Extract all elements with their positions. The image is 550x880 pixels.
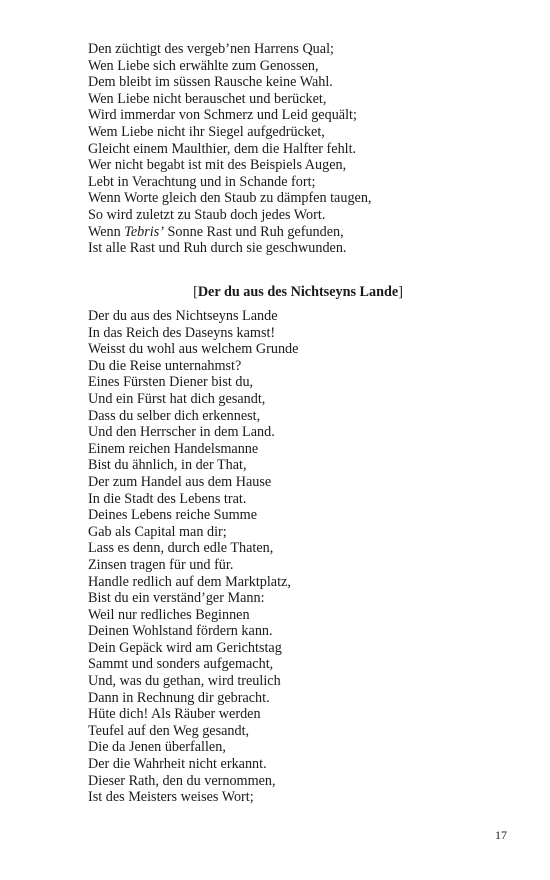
page-number: 17 bbox=[495, 828, 507, 842]
verse-line: Wenn Worte gleich den Staub zu dämpfen taugen, bbox=[88, 190, 372, 207]
verse-line: Ist alle Rast und Ruh durch sie geschwunden. bbox=[88, 240, 347, 257]
verse-line: Bist du ähnlich, in der That, bbox=[88, 457, 247, 474]
verse-line: Ist des Meisters weises Wort; bbox=[88, 789, 254, 806]
verse-line: Weisst du wohl aus welchem Grunde bbox=[88, 341, 299, 358]
verse-line: Eines Fürsten Diener bist du, bbox=[88, 374, 254, 391]
verse-line: In die Stadt des Lebens trat. bbox=[88, 490, 247, 507]
verse-line: So wird zuletzt zu Staub doch jedes Wort. bbox=[88, 206, 326, 223]
verse-line: Dieser Rath, den du vernommen, bbox=[88, 772, 276, 789]
verse-line: Dass du selber dich erkennest, bbox=[88, 407, 261, 424]
verse-line: Bist du ein verständ’ger Mann: bbox=[88, 590, 265, 607]
heading-close-bracket: ] bbox=[398, 284, 403, 300]
verse-line: Wen Liebe nicht berauschet und berücket, bbox=[88, 90, 327, 107]
verse-line: Weil nur redliches Beginnen bbox=[88, 606, 250, 623]
verse-line: In das Reich des Daseyns kamst! bbox=[88, 324, 276, 341]
verse-line: Dem bleibt im süssen Rausche keine Wahl. bbox=[88, 74, 333, 91]
poem-main-stanza bbox=[88, 308, 508, 806]
verse-line: Dein Gepäck wird am Gerichtstag bbox=[88, 639, 282, 656]
verse-line-with-italic bbox=[88, 224, 508, 241]
verse-line: Lebt in Verachtung und in Schande fort; bbox=[88, 173, 316, 190]
poem-top-stanza bbox=[88, 41, 508, 257]
verse-line: Der die Wahrheit nicht erkannt. bbox=[88, 756, 267, 773]
verse-fragment: Wenn bbox=[88, 223, 125, 240]
verse-fragment: Sonne Rast und Ruh gefunden, bbox=[163, 223, 344, 240]
verse-line: Den züchtigt des vergeb’nen Harrens Qual; bbox=[88, 41, 334, 57]
verse-line: Wem Liebe nicht ihr Siegel aufgedrücket, bbox=[88, 123, 325, 140]
verse-line: Handle redlich auf dem Marktplatz, bbox=[88, 573, 291, 590]
verse-line: Und den Herrscher in dem Land. bbox=[88, 424, 275, 441]
verse-line: Zinsen tragen für und für. bbox=[88, 556, 234, 573]
italic-name: Tebris’ bbox=[124, 223, 164, 240]
verse-line: Gab als Capital man dir; bbox=[88, 523, 227, 540]
verse-line: Der du aus des Nichtseyns Lande bbox=[88, 308, 278, 324]
verse-line: Gleicht einem Maulthier, dem die Halfter fehlt. bbox=[88, 140, 357, 157]
verse-line: Wird immerdar von Schmerz und Leid gequält; bbox=[88, 107, 357, 124]
heading-open-bracket: [ bbox=[193, 284, 198, 300]
verse-line: Sammt und sonders aufgemacht, bbox=[88, 656, 274, 673]
verse-line: Teufel auf den Weg gesandt, bbox=[88, 722, 250, 739]
verse-line: Hüte dich! Als Räuber werden bbox=[88, 706, 261, 723]
verse-line: Dann in Rechnung dir gebracht. bbox=[88, 689, 270, 706]
poem-heading bbox=[88, 284, 508, 301]
verse-line: Einem reichen Handelsmanne bbox=[88, 440, 259, 457]
verse-line: Du die Reise unternahmst? bbox=[88, 357, 242, 374]
verse-line: Lass es denn, durch edle Thaten, bbox=[88, 540, 274, 557]
verse-line: Die da Jenen überfallen, bbox=[88, 739, 226, 756]
verse-line: Und ein Fürst hat dich gesandt, bbox=[88, 390, 266, 407]
verse-line: Deines Lebens reiche Summe bbox=[88, 507, 258, 524]
verse-line: Wen Liebe sich erwählte zum Genossen, bbox=[88, 57, 319, 74]
verse-line: Der zum Handel aus dem Hause bbox=[88, 473, 272, 490]
verse-line: Wer nicht begabt ist mit des Beispiels Augen, bbox=[88, 157, 347, 174]
verse-line: Und, was du gethan, wird treulich bbox=[88, 673, 281, 690]
heading-title: Der du aus des Nichtseyns Lande bbox=[197, 284, 399, 300]
verse-line: Deinen Wohlstand fördern kann. bbox=[88, 623, 273, 640]
